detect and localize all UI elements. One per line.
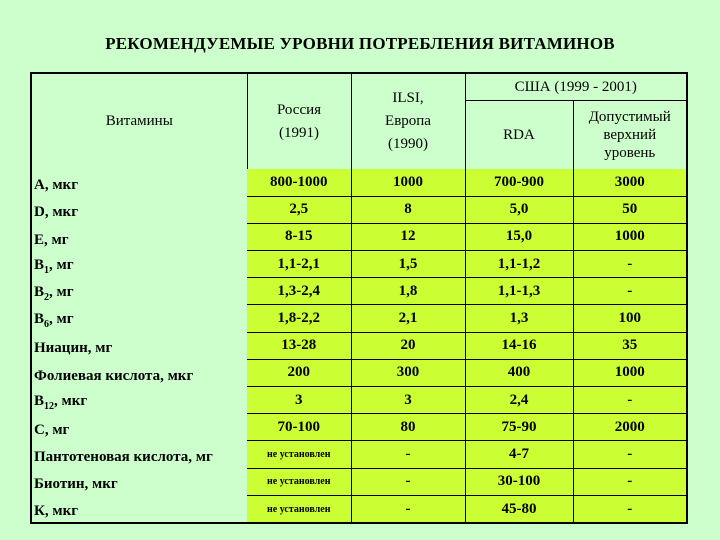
rda-value: 2,4 [465,387,573,414]
header-vitamins: Витамины [32,74,247,169]
vitamin-name-text: В [34,392,45,409]
upper-level-value: 50 [573,196,686,223]
table-row [32,169,686,196]
table-row [32,251,686,278]
europe-value: 80 [351,414,465,441]
vitamin-subscript: 12 [44,400,55,412]
europe-value: - [351,468,465,495]
rda-value: 75-90 [465,414,573,441]
header-ilsi-label: ILSI, [392,90,424,106]
vitamin-unit: , мг [49,256,74,273]
vitamin-name-text: В [34,311,45,328]
russia-value: 13-28 [247,332,351,359]
vitamin-name-text: D, мкг [34,204,79,221]
russia-value: 1,3-2,4 [247,278,351,305]
vitamin-name [32,169,247,196]
vitamin-name [32,468,247,495]
vitamin-name-text: В [34,256,45,273]
vitamin-name [32,332,247,359]
russia-value: не установлен [247,468,351,495]
table-row [32,305,686,332]
vitamin-name [32,223,247,250]
header-russia [247,74,351,169]
europe-value: 20 [351,332,465,359]
upper-level-value: 3000 [573,169,686,196]
europe-value: 8 [351,196,465,223]
vitamin-name-text: Фолиевая кислота, мкг [34,367,194,384]
russia-value: не установлен [247,441,351,468]
upper-level-value: - [573,468,686,495]
europe-value: 1,5 [351,251,465,278]
vitamin-unit: , мкг [54,392,88,409]
header-upper-line3: уровень [604,145,656,161]
upper-level-value: - [573,251,686,278]
upper-level-value: 100 [573,305,686,332]
table-row [32,196,686,223]
upper-level-value: - [573,278,686,305]
russia-value: 70-100 [247,414,351,441]
upper-level-value: - [573,495,686,522]
vitamin-name [32,251,247,278]
table-row [32,387,686,414]
table-row [32,332,686,359]
header-europe-label: Европа [385,113,431,129]
table-row [32,495,686,522]
vitamin-name-text: А, мкг [34,177,79,194]
header-upper-line2: верхний [603,127,657,143]
vitamin-name-text: Биотин, мкг [34,476,118,493]
vitamin-name-text: С, мг [34,421,70,438]
vitamin-name-text: Ниацин, мг [34,340,113,357]
upper-level-value: 1000 [573,223,686,250]
header-russia-label: Россия [276,101,322,118]
europe-value: 2,1 [351,305,465,332]
vitamin-name [32,359,247,386]
europe-value: 300 [351,359,465,386]
vitamin-name [32,196,247,223]
table-row [32,278,686,305]
table-row [32,441,686,468]
vitamin-unit: , мг [49,283,74,300]
rda-value: 1,1-1,2 [465,251,573,278]
russia-value: 1,8-2,2 [247,305,351,332]
russia-value: не установлен [247,495,351,522]
header-upper-level [573,101,686,170]
header-upper-line1: Допустимый [588,109,671,125]
rda-value: 30-100 [465,468,573,495]
rda-value: 1,3 [465,305,573,332]
header-europe-year: (1990) [388,136,428,152]
table-row [32,468,686,495]
vitamin-name-text: Пантотеновая кислота, мг [34,449,213,466]
rda-value: 15,0 [465,223,573,250]
table-row [32,359,686,386]
vitamin-name [32,305,247,332]
page-title: РЕКОМЕНДУЕМЫЕ УРОВНИ ПОТРЕБЛЕНИЯ ВИТАМИНОВ [105,34,615,53]
header-rda: RDA [465,101,573,170]
vitamin-name [32,414,247,441]
rda-value: 1,1-1,3 [465,278,573,305]
upper-level-value: 2000 [573,414,686,441]
rda-value: 45-80 [465,495,573,522]
vitamin-name [32,441,247,468]
rda-value: 4-7 [465,441,573,468]
upper-level-value: - [573,441,686,468]
vitamin-name-text: К, мкг [34,503,79,520]
rda-value: 5,0 [465,196,573,223]
header-russia-year: (1991) [279,124,319,141]
vitamin-name-text: В [34,283,45,300]
europe-value: 1000 [351,169,465,196]
vitamin-name [32,387,247,414]
russia-value: 3 [247,387,351,414]
vitamin-name [32,495,247,522]
russia-value: 8-15 [247,223,351,250]
header-usa: США (1999 - 2001) [465,74,686,101]
europe-value: 3 [351,387,465,414]
europe-value: 1,8 [351,278,465,305]
header-europe [351,74,465,169]
europe-value: - [351,441,465,468]
europe-value: 12 [351,223,465,250]
vitamin-unit: , мг [49,311,74,328]
vitamin-subscript: 1 [44,264,50,276]
table-row [32,223,686,250]
vitamin-name-text: Е, мг [34,231,69,248]
russia-value: 2,5 [247,196,351,223]
rda-value: 700-900 [465,169,573,196]
table-row [32,414,686,441]
vitamin-subscript: 6 [44,319,50,331]
upper-level-value: 35 [573,332,686,359]
vitamins-table [30,72,688,524]
europe-value: - [351,495,465,522]
vitamin-name [32,278,247,305]
russia-value: 1,1-2,1 [247,251,351,278]
upper-level-value: 1000 [573,359,686,386]
rda-value: 14-16 [465,332,573,359]
upper-level-value: - [573,387,686,414]
rda-value: 400 [465,359,573,386]
russia-value: 800-1000 [247,169,351,196]
vitamin-subscript: 2 [44,291,50,303]
russia-value: 200 [247,359,351,386]
